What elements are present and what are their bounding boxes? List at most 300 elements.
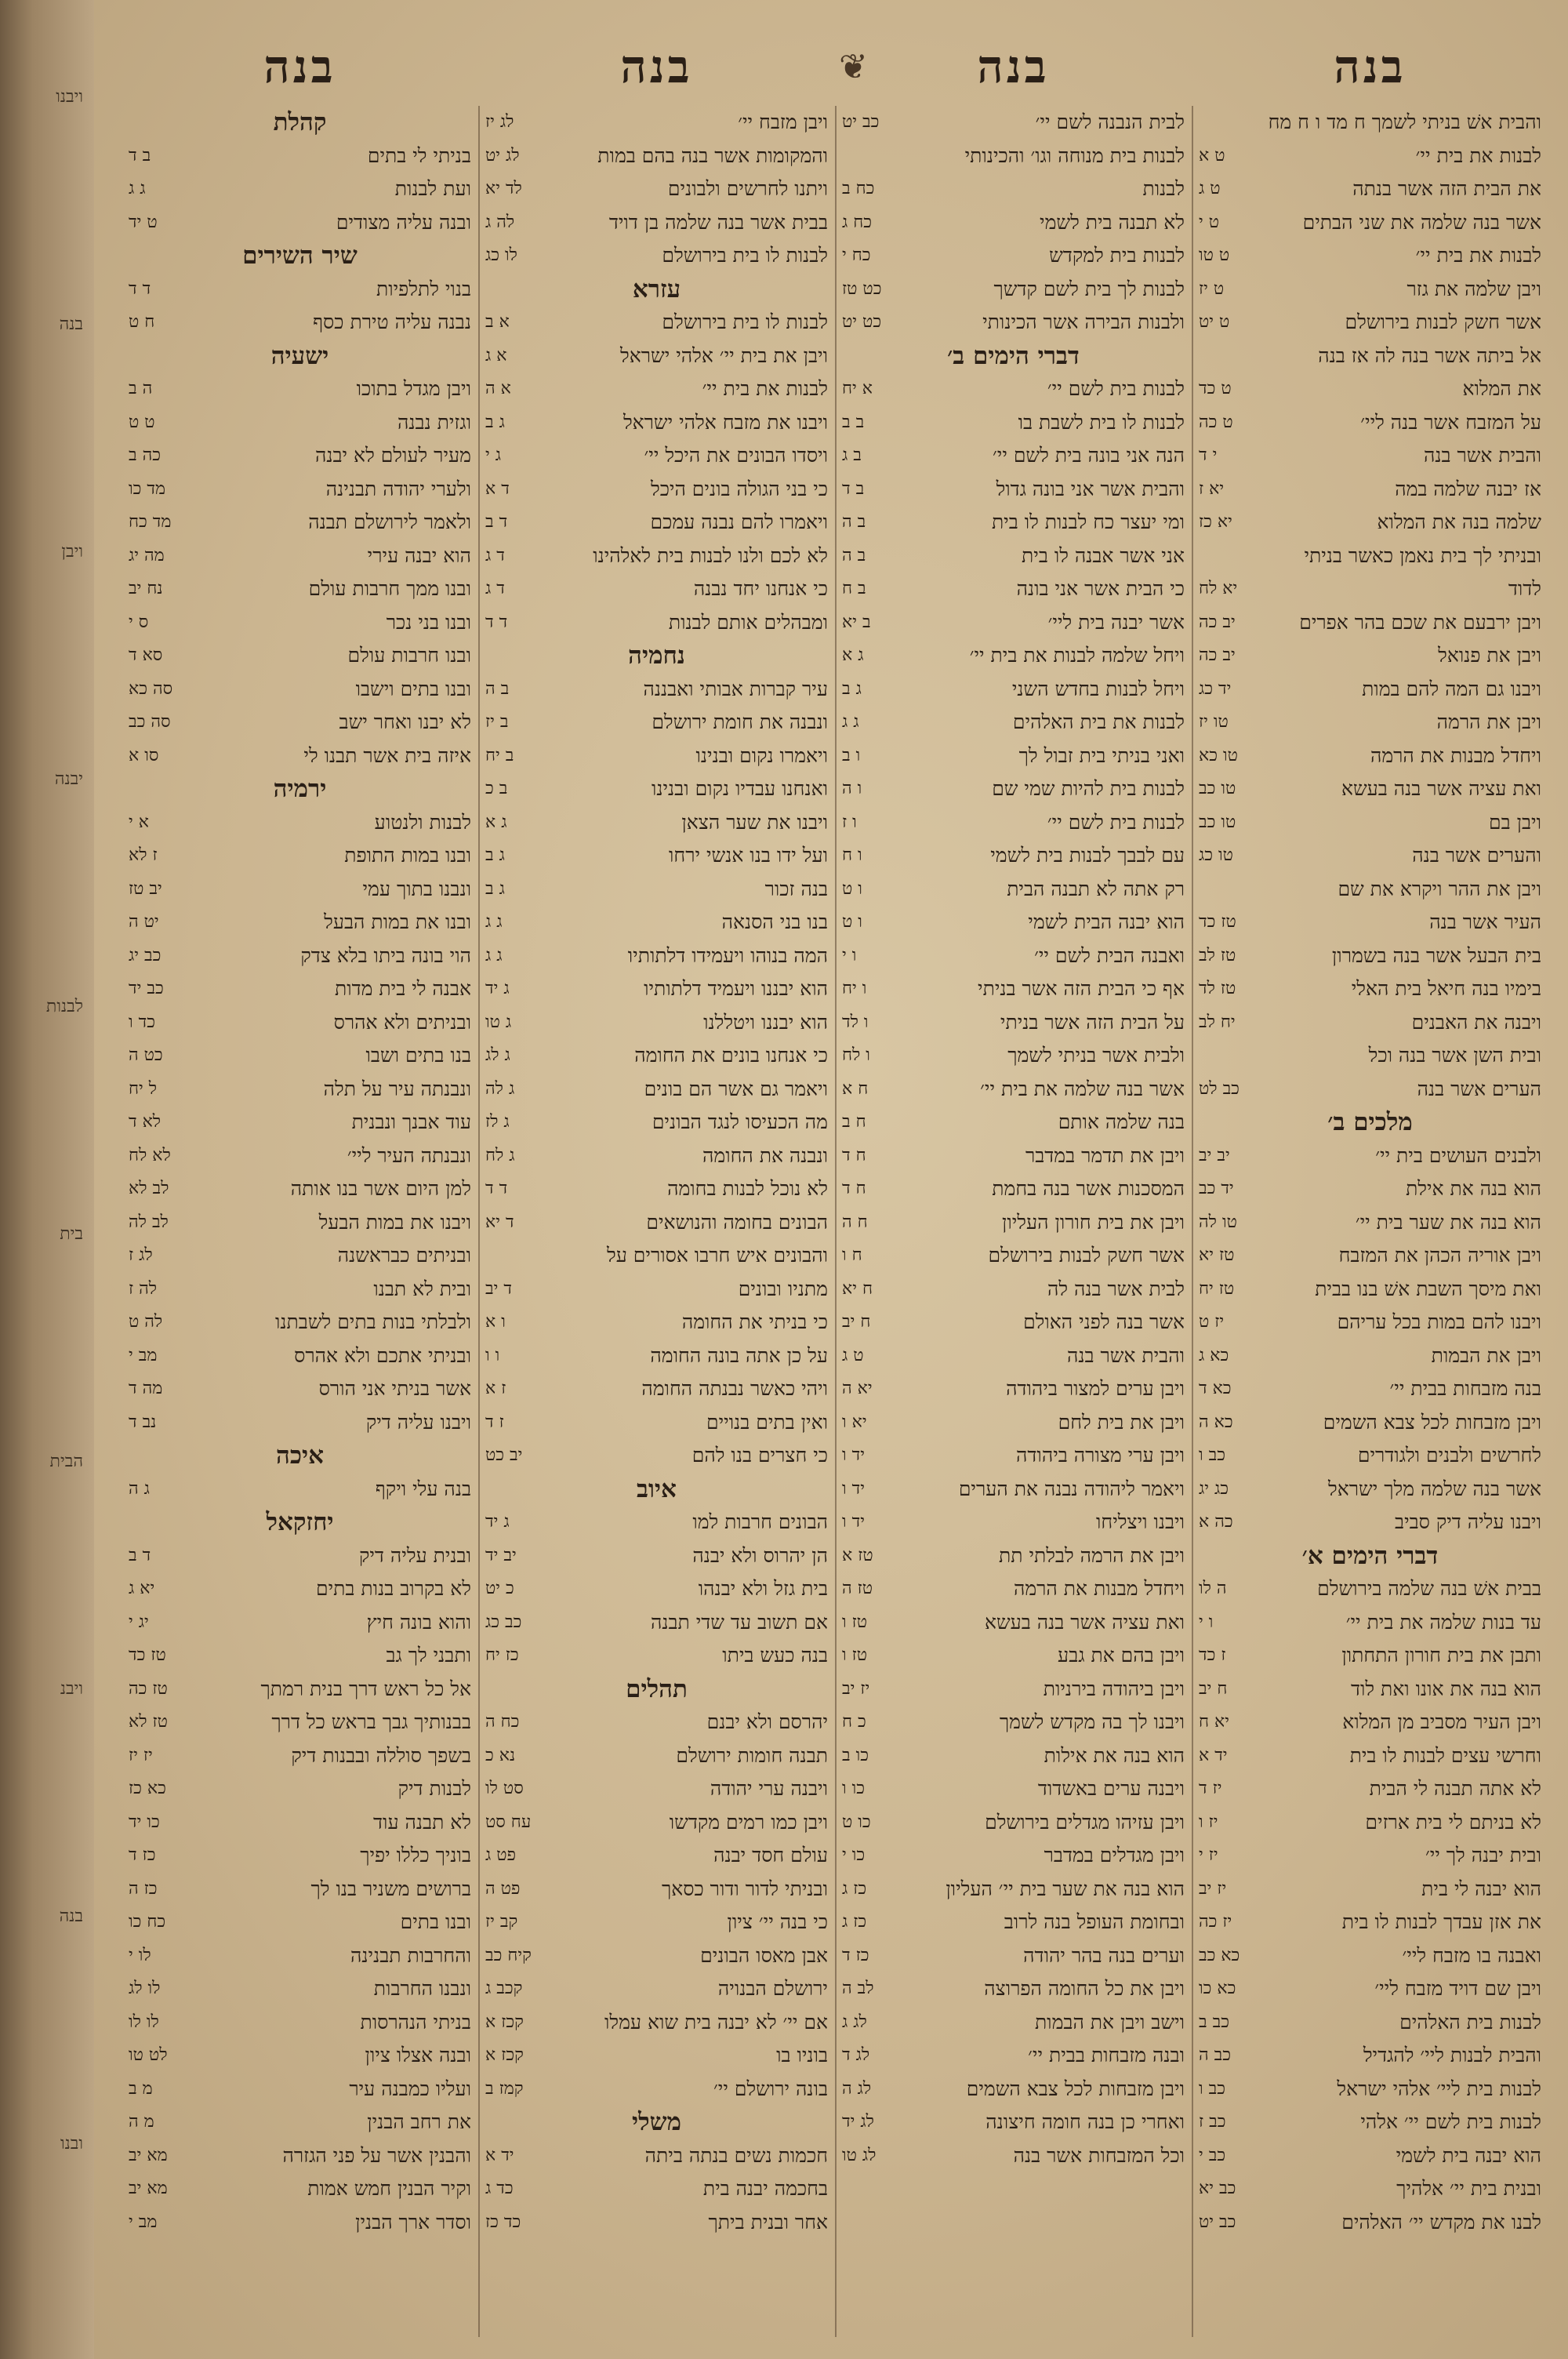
entry-text: ובנו חרבות עולם [347, 644, 471, 667]
entry-text: ויבן מזבח יי׳ [738, 111, 828, 133]
verse-reference: ה ב [129, 379, 153, 398]
entry-text: והוא בונה חיץ [366, 1610, 471, 1634]
verse-reference: טז כה [129, 1678, 168, 1699]
verse-reference: א י [129, 812, 149, 832]
entry-text: בשפך סוללה ובבנות דיק [291, 1743, 471, 1767]
verse-reference: טז ו [842, 1612, 868, 1632]
concordance-entry [839, 2106, 1188, 2139]
concordance-entry [125, 1239, 474, 1273]
entry-text: לבנו את מקדש יי׳ האלהים [1341, 2210, 1541, 2234]
entry-text: ובנו ממך חרבות עולם [308, 577, 471, 600]
entry-text: בנה עלי ויקף [375, 1477, 471, 1500]
concordance-entry [839, 1339, 1188, 1373]
concordance-entry [1196, 140, 1544, 173]
entry-text: ויבן ביהודה בירניות [1043, 1677, 1185, 1700]
verse-reference: כב יד [129, 979, 164, 998]
entry-text: ובית לא תבנו [373, 1277, 471, 1300]
concordance-entry [1196, 439, 1544, 473]
concordance-entry [125, 2073, 474, 2106]
concordance-entry [482, 106, 831, 140]
book-section-heading [125, 239, 474, 273]
verse-reference: קכב ג [485, 1979, 523, 1998]
verse-reference: כו י [842, 1845, 866, 1865]
concordance-entry [482, 1239, 831, 1273]
entry-text: וקיר הבנין חמש אמות [307, 2177, 471, 2200]
entry-text: בבית אשׁ בנה שלמה בירושלם [1317, 1577, 1541, 1600]
concordance-entry [839, 1206, 1188, 1240]
ornament-icon: ❦ [839, 47, 868, 87]
concordance-entry [125, 706, 474, 740]
entry-text: ויבנו את במות הבעל [318, 1210, 471, 1234]
concordance-entry [125, 306, 474, 340]
entry-text: ולערי יהודה תבנינה [325, 477, 471, 500]
concordance-entry [1196, 740, 1544, 773]
book-name: ירמיה [273, 775, 327, 803]
verse-reference: טו יז [1199, 712, 1229, 732]
entry-text: ויבנו ויצליחו [1096, 1510, 1185, 1533]
verse-reference: א ג [485, 345, 507, 365]
verse-reference: טז יא [1199, 1245, 1235, 1265]
concordance-page [106, 31, 1548, 2337]
verse-reference: כח כו [129, 1912, 166, 1932]
verse-reference: מד כו [129, 478, 165, 499]
concordance-entry [482, 2006, 831, 2040]
entry-text: בנה שלמה אותם [1058, 1110, 1185, 1133]
entry-text: ויבן שם דויד מזבח ליי׳ [1374, 1977, 1541, 2000]
entry-text: רק אתה לא תבנה הבית [1007, 877, 1185, 900]
entry-text: ויבנו את מזבח אלהי ישראל [622, 410, 828, 434]
verse-reference: כב ו [1199, 1445, 1225, 1465]
entry-text: ואנחנו עבדיו נקום ובנינו [651, 777, 828, 800]
verse-reference: ג לה [485, 1078, 515, 1099]
verse-reference: ו לד [842, 1012, 869, 1032]
verse-reference: ו ז [842, 812, 857, 832]
entry-text: בית גזל ולא יבנהו [698, 1577, 828, 1600]
entry-text: אני אשר אבנה לו בית [1022, 543, 1185, 567]
concordance-entry [1196, 806, 1544, 840]
verse-reference: ד יב [485, 1278, 512, 1299]
concordance-entry [839, 1739, 1188, 1773]
concordance-entry [482, 740, 831, 773]
verse-reference: פט ג [485, 1845, 517, 1865]
verse-reference: קיח כב [485, 1945, 532, 1965]
concordance-entry [1196, 540, 1544, 573]
verse-reference: ו ב [842, 745, 861, 765]
concordance-entry [1196, 106, 1544, 140]
entry-text: בנו בני הסנאה [721, 911, 828, 933]
verse-reference: א ב [485, 312, 510, 332]
entry-text: אבן מאסו הבונים [700, 1943, 828, 1967]
entry-text: ולבלתי בנות בתים לשבתנו [275, 1310, 471, 1333]
verse-reference: לג ה [842, 2078, 872, 2099]
verse-reference: מב י [129, 1345, 158, 1365]
concordance-entry [1196, 1372, 1544, 1406]
entry-text: לבנות את בית האלהים [1012, 711, 1185, 733]
column-divider [478, 106, 480, 2337]
entry-text: ועל ידו בנו אנשי ירחו [669, 844, 828, 867]
entry-text: ויבן את הבמות [1431, 1343, 1541, 1367]
concordance-entry [839, 1673, 1188, 1707]
verse-reference: יד א [485, 2145, 514, 2165]
concordance-entry [125, 439, 474, 473]
concordance-entry [482, 2172, 831, 2206]
entry-text: אשר בנה שלמה את שני הבתים [1302, 210, 1541, 234]
concordance-entry [482, 1339, 831, 1373]
verse-reference: יב יד [485, 1545, 517, 1565]
verse-reference: ג ב [485, 878, 505, 899]
entry-text: בונה ירושלם יי׳ [713, 2077, 828, 2100]
concordance-entry [482, 1273, 831, 1307]
concordance-entry [1196, 2039, 1544, 2073]
entry-text: יהרסם ולא יבנם [706, 1710, 828, 1733]
entry-text: בית הבעל אשר בנה בשמרון [1331, 943, 1541, 967]
verse-reference: יז ט [1199, 1312, 1225, 1332]
entry-text: הבונים חרבות למו [692, 1510, 828, 1533]
entry-text: לבנות לך בית לשם קדשך [993, 277, 1185, 300]
entry-text: הנה אני בונה בית לשם יי׳ [993, 444, 1185, 467]
verse-reference: ב ג [842, 445, 862, 465]
verse-reference: ט א [1199, 145, 1225, 165]
entry-text: ויבן בם [1489, 810, 1541, 834]
verse-reference: סו א [129, 745, 159, 765]
concordance-entry [482, 706, 831, 740]
entry-text: ויבן את הרמה לבלתי תת [999, 1543, 1185, 1567]
entry-text: ויבן את בית לחם [1058, 1410, 1185, 1434]
book-name: שיר השירים [242, 242, 358, 270]
entry-text: ויבן עזיהו מגדלים בירושלם [985, 1810, 1185, 1834]
concordance-entry [1196, 1273, 1544, 1307]
entry-text: לבנות לו בית בירושלם [662, 244, 828, 267]
entry-text: לבנות בית למקדש [1049, 244, 1185, 267]
concordance-entry [1196, 2206, 1544, 2240]
entry-text: ויבן את פנואל [1438, 644, 1541, 667]
verse-reference: סה כב [129, 712, 171, 732]
column-divider [835, 106, 837, 2337]
concordance-entry [1196, 906, 1544, 940]
concordance-entry [1196, 1406, 1544, 1440]
verse-reference: כח ה [485, 1712, 520, 1732]
verse-reference: כו ב [842, 1745, 869, 1765]
concordance-entry [482, 1106, 831, 1140]
verse-reference: נא כ [485, 1745, 516, 1765]
concordance-entry [125, 2206, 474, 2240]
verse-reference: יד כג [1199, 678, 1232, 699]
concordance-entry [125, 206, 474, 240]
entry-text: ויבנו גם המה להם במות [1362, 677, 1541, 700]
verse-reference: ז ד [485, 1412, 504, 1432]
verse-reference: מה יג [129, 545, 165, 565]
entry-text: עוד אבנך ונבנית [351, 1110, 471, 1133]
verse-reference: כד כז [485, 2212, 521, 2232]
verse-reference: ב יא [842, 612, 871, 632]
concordance-entry [482, 340, 831, 373]
entry-text: אל ביתה אשר בנה לה אז בנה [1318, 343, 1541, 367]
column-4-header: בנה [263, 40, 336, 93]
verse-reference: טז לא [129, 1712, 168, 1732]
entry-text: הוא יבננו ויטללנו [703, 1010, 828, 1034]
entry-text: ויחל שלמה לבנות את בית יי׳ [969, 644, 1185, 667]
concordance-entry [125, 1673, 474, 1707]
concordance-entry [125, 1972, 474, 2006]
concordance-entry [125, 1706, 474, 1739]
verse-reference: כז ד [129, 1845, 156, 1865]
verse-reference: כז ג [842, 1878, 867, 1899]
book-section-heading [125, 1439, 474, 1473]
verse-reference: לג יט [485, 145, 520, 165]
entry-text: תבנה חומות ירושלם [676, 1743, 828, 1767]
entry-text: והבית לבנות ליי׳ להגדיל [1363, 2044, 1541, 2066]
entry-text: בנוי לתלפיות [376, 277, 471, 300]
entry-text: מעיר לעולם לא יבנה [315, 444, 471, 467]
concordance-entry [482, 1539, 831, 1573]
book-section-heading [482, 639, 831, 673]
entry-text: ויחל לבנות בחדש השני [1011, 677, 1185, 700]
verse-reference: ו יח [842, 979, 867, 998]
concordance-entry [1196, 772, 1544, 806]
concordance-entry [125, 1206, 474, 1240]
entry-text: ובנה מזבחות בבית יי׳ [1028, 2044, 1185, 2066]
concordance-entry [1196, 606, 1544, 640]
concordance-entry [482, 572, 831, 606]
entry-text: לבנות דיק [397, 1777, 471, 1800]
concordance-entry [1196, 2106, 1544, 2139]
entry-text: על המזבח אשר בנה ליי׳ [1360, 410, 1541, 434]
book-section-heading [1196, 1539, 1544, 1573]
entry-text: ובניתי לך בית נאמן כאשר בניתי [1304, 543, 1541, 567]
column-divider [1192, 106, 1193, 2337]
verse-reference: יד א [1199, 1745, 1228, 1765]
book-name: קהלת [273, 108, 327, 136]
concordance-entry [1196, 839, 1544, 873]
concordance-entry [839, 1639, 1188, 1673]
concordance-entry [839, 572, 1188, 606]
verse-reference: כז ד [842, 1945, 869, 1965]
entry-text: המסכנות אשר בנה בחמת [992, 1177, 1185, 1200]
concordance-entry [839, 606, 1188, 640]
verse-reference: כא ד [1199, 1379, 1232, 1398]
verse-reference: יג י [129, 1612, 149, 1632]
concordance-entry [839, 506, 1188, 540]
verse-reference: מ ה [129, 2112, 154, 2132]
verse-reference: כא ג [1199, 1345, 1229, 1365]
verse-reference: ג יד [485, 979, 510, 998]
entry-text: בנו בתים ושבו [365, 1044, 471, 1067]
book-section-heading [125, 106, 474, 140]
verse-reference: ס י [129, 612, 149, 632]
concordance-entry [125, 1639, 474, 1673]
concordance-entry [125, 1339, 474, 1373]
concordance-entry [125, 373, 474, 406]
entry-text: אשר בנה שלמה מלך ישראל [1328, 1477, 1541, 1500]
verse-reference: יא ח [1199, 1712, 1229, 1732]
verse-reference: כו ט [842, 1812, 871, 1832]
book-name: ישעיה [270, 341, 329, 370]
concordance-entry [125, 1473, 474, 1507]
entry-text: ויאמרו להם נבנה עמכם [650, 511, 828, 533]
concordance-entry [1196, 1239, 1544, 1273]
verse-reference: קב יז [485, 1912, 518, 1932]
verse-reference: י ד [1199, 445, 1218, 465]
verse-reference: ג לח [485, 1145, 515, 1165]
concordance-entry [1196, 1972, 1544, 2006]
book-section-heading [482, 273, 831, 307]
concordance-entry [482, 1906, 831, 1939]
verse-reference: ח ד [842, 1145, 866, 1165]
verse-reference: טו כב [1199, 812, 1236, 832]
concordance-entry [1196, 1739, 1544, 1773]
entry-text: לבית הנבנה לשם יי׳ [1035, 111, 1185, 133]
concordance-entry [482, 1406, 831, 1440]
entry-text: לדוד [1508, 577, 1541, 600]
verse-reference: ב ד [842, 478, 865, 499]
verse-reference: ג ב [485, 412, 505, 432]
verse-reference: לו י [129, 1945, 151, 1965]
entry-text: ויאמרו נקום ובנינו [695, 743, 828, 767]
verse-reference: ט כה [1199, 412, 1233, 432]
verse-reference: יא לח [1199, 579, 1238, 598]
verse-reference: יב כט [485, 1445, 523, 1465]
entry-text: לבנות בית האלהים [1399, 2010, 1541, 2034]
verse-reference: ג ג [842, 712, 859, 732]
verse-reference: יד ו [842, 1445, 865, 1465]
verse-reference: לג יד [842, 2112, 874, 2132]
verse-reference: יב כה [1199, 612, 1236, 632]
verse-reference: לב לה [129, 1212, 169, 1232]
verse-reference: כב לט [1199, 1078, 1240, 1099]
verse-reference: יא ו [842, 1412, 867, 1432]
verse-reference: ד ב [485, 512, 508, 532]
entry-text: הערים אשר בנה [1417, 1077, 1541, 1100]
verse-reference: לג ד [842, 2045, 870, 2065]
concordance-entry [839, 1439, 1188, 1473]
entry-text: ויבן מגדלים במדבר [1044, 1844, 1185, 1866]
entry-text: ובניתים ולא אהרס [333, 1010, 471, 1034]
verse-reference: לה ז [129, 1278, 158, 1299]
concordance-entry [839, 1606, 1188, 1640]
verse-reference: כב ז [1199, 2112, 1226, 2132]
book-name: תהלים [626, 1674, 688, 1703]
margin-fragment: בנה [59, 314, 83, 334]
concordance-entry [125, 173, 474, 206]
concordance-entry [482, 1073, 831, 1107]
verse-reference: ו ט [842, 878, 862, 899]
verse-reference: ט ט [129, 412, 155, 432]
verse-reference: כ יט [485, 1579, 514, 1598]
verse-reference: ו ט [842, 912, 862, 932]
entry-text: אשר יבנה בית ליי׳ [1047, 610, 1185, 634]
entry-text: עולם חסד יבנה [713, 1844, 828, 1866]
concordance-entry [482, 606, 831, 640]
verse-reference: ג ב [842, 678, 862, 699]
verse-reference: א יח [842, 379, 873, 398]
concordance-entry [125, 406, 474, 440]
concordance-entry [125, 1073, 474, 1107]
concordance-entry [125, 1839, 474, 1873]
book-section-heading [482, 1673, 831, 1707]
entry-text: ויהי כאשר נבנתה החומה [641, 1377, 828, 1400]
entry-text: ברושים משניר בנו לך [310, 1877, 471, 1900]
concordance-entry [125, 1273, 474, 1307]
verse-reference: ח יא [842, 1278, 873, 1299]
verse-reference: ב כ [485, 779, 508, 798]
entry-text: בוניו בו [776, 2044, 828, 2066]
verse-reference: לב לא [129, 1179, 169, 1198]
entry-text: לבית אשר בנה לה [1047, 1277, 1185, 1300]
entry-text: העיר אשר בנה [1429, 911, 1541, 933]
concordance-entry [839, 1406, 1188, 1440]
concordance-entry [1196, 1673, 1544, 1707]
entry-text: אם תשוב עד שדי תבנה [650, 1610, 828, 1634]
entry-text: ויבן בהם את גבע [1058, 1644, 1185, 1667]
entry-text: מה הכעיסו לנגד הבונים [652, 1110, 828, 1133]
concordance-entry [839, 1306, 1188, 1339]
verse-reference: ג י [485, 445, 502, 465]
entry-text: ואני בניתי בית זבול לך [1018, 743, 1185, 767]
concordance-entry [1196, 1006, 1544, 1040]
concordance-entry [839, 1839, 1188, 1873]
margin-fragment: ויבנ [60, 1679, 83, 1699]
entry-text: ובנית בית יי׳ אלהיך [1396, 2177, 1541, 2200]
concordance-entry [482, 1506, 831, 1539]
verse-reference: ח יב [842, 1312, 871, 1332]
entry-text: ואחרי כן בנה חומה חיצונה [985, 2110, 1185, 2133]
concordance-entry [1196, 1806, 1544, 1840]
verse-reference: כז ה [129, 1878, 158, 1899]
concordance-entry [482, 540, 831, 573]
entry-text: ואת עציה אשר בנה בעשא [1341, 777, 1541, 800]
entry-text: ויאמר ליהודה נבנה את הערים [958, 1477, 1185, 1500]
concordance-entry [482, 940, 831, 973]
verse-reference: ד א [485, 478, 510, 499]
concordance-entry [839, 540, 1188, 573]
concordance-entry [1196, 306, 1544, 340]
verse-reference: ג ג [129, 179, 146, 198]
entry-text: ויבנה ערי יהודה [710, 1777, 828, 1800]
entry-text: הוא בנה את שער בית יי׳ העליון [946, 1877, 1185, 1900]
entry-text: הוא בנה את אילות [1044, 1743, 1185, 1767]
entry-text: והמקומות אשר בנה בהם במות [597, 144, 828, 167]
verse-reference: כה א [1199, 1512, 1233, 1532]
entry-text: ובנו בתים [400, 1910, 471, 1933]
concordance-entry [125, 2139, 474, 2173]
entry-text: ויבנה ערים באשדוד [1037, 1777, 1185, 1800]
book-name: עזרא [632, 274, 681, 304]
concordance-entry [482, 1606, 831, 1640]
entry-text: הבונים בחומה והנושאים [646, 1210, 828, 1234]
entry-text: והחרבות תבנינה [350, 1943, 471, 1967]
concordance-entry [482, 1639, 831, 1673]
concordance-entry [1196, 639, 1544, 673]
verse-reference: לג ז [129, 1245, 153, 1265]
verse-reference: ב ה [842, 545, 866, 565]
entry-text: הוא יבנה לי בית [1421, 1877, 1541, 1900]
concordance-entry [839, 1039, 1188, 1073]
adjacent-page-margin [0, 0, 94, 2359]
verse-reference: יז יז [129, 1745, 153, 1765]
concordance-entry [125, 2006, 474, 2040]
entry-text: וערים בנה בהר יהודה [1023, 1943, 1185, 1967]
verse-reference: יד ו [842, 1478, 865, 1499]
entry-text: לא בניתם לי בית ארזים [1365, 1810, 1541, 1834]
concordance-entry [1196, 1306, 1544, 1339]
entry-text: שלמה בנה את המלוא [1377, 511, 1541, 533]
concordance-entry [125, 740, 474, 773]
verse-reference: כב יג [129, 945, 162, 965]
verse-reference: לג ג [842, 2012, 867, 2032]
verse-reference: ה לו [1199, 1579, 1227, 1598]
entry-text: לחרשים ולבנים ולגודרים [1357, 1444, 1541, 1467]
concordance-entry [1196, 1939, 1544, 1973]
